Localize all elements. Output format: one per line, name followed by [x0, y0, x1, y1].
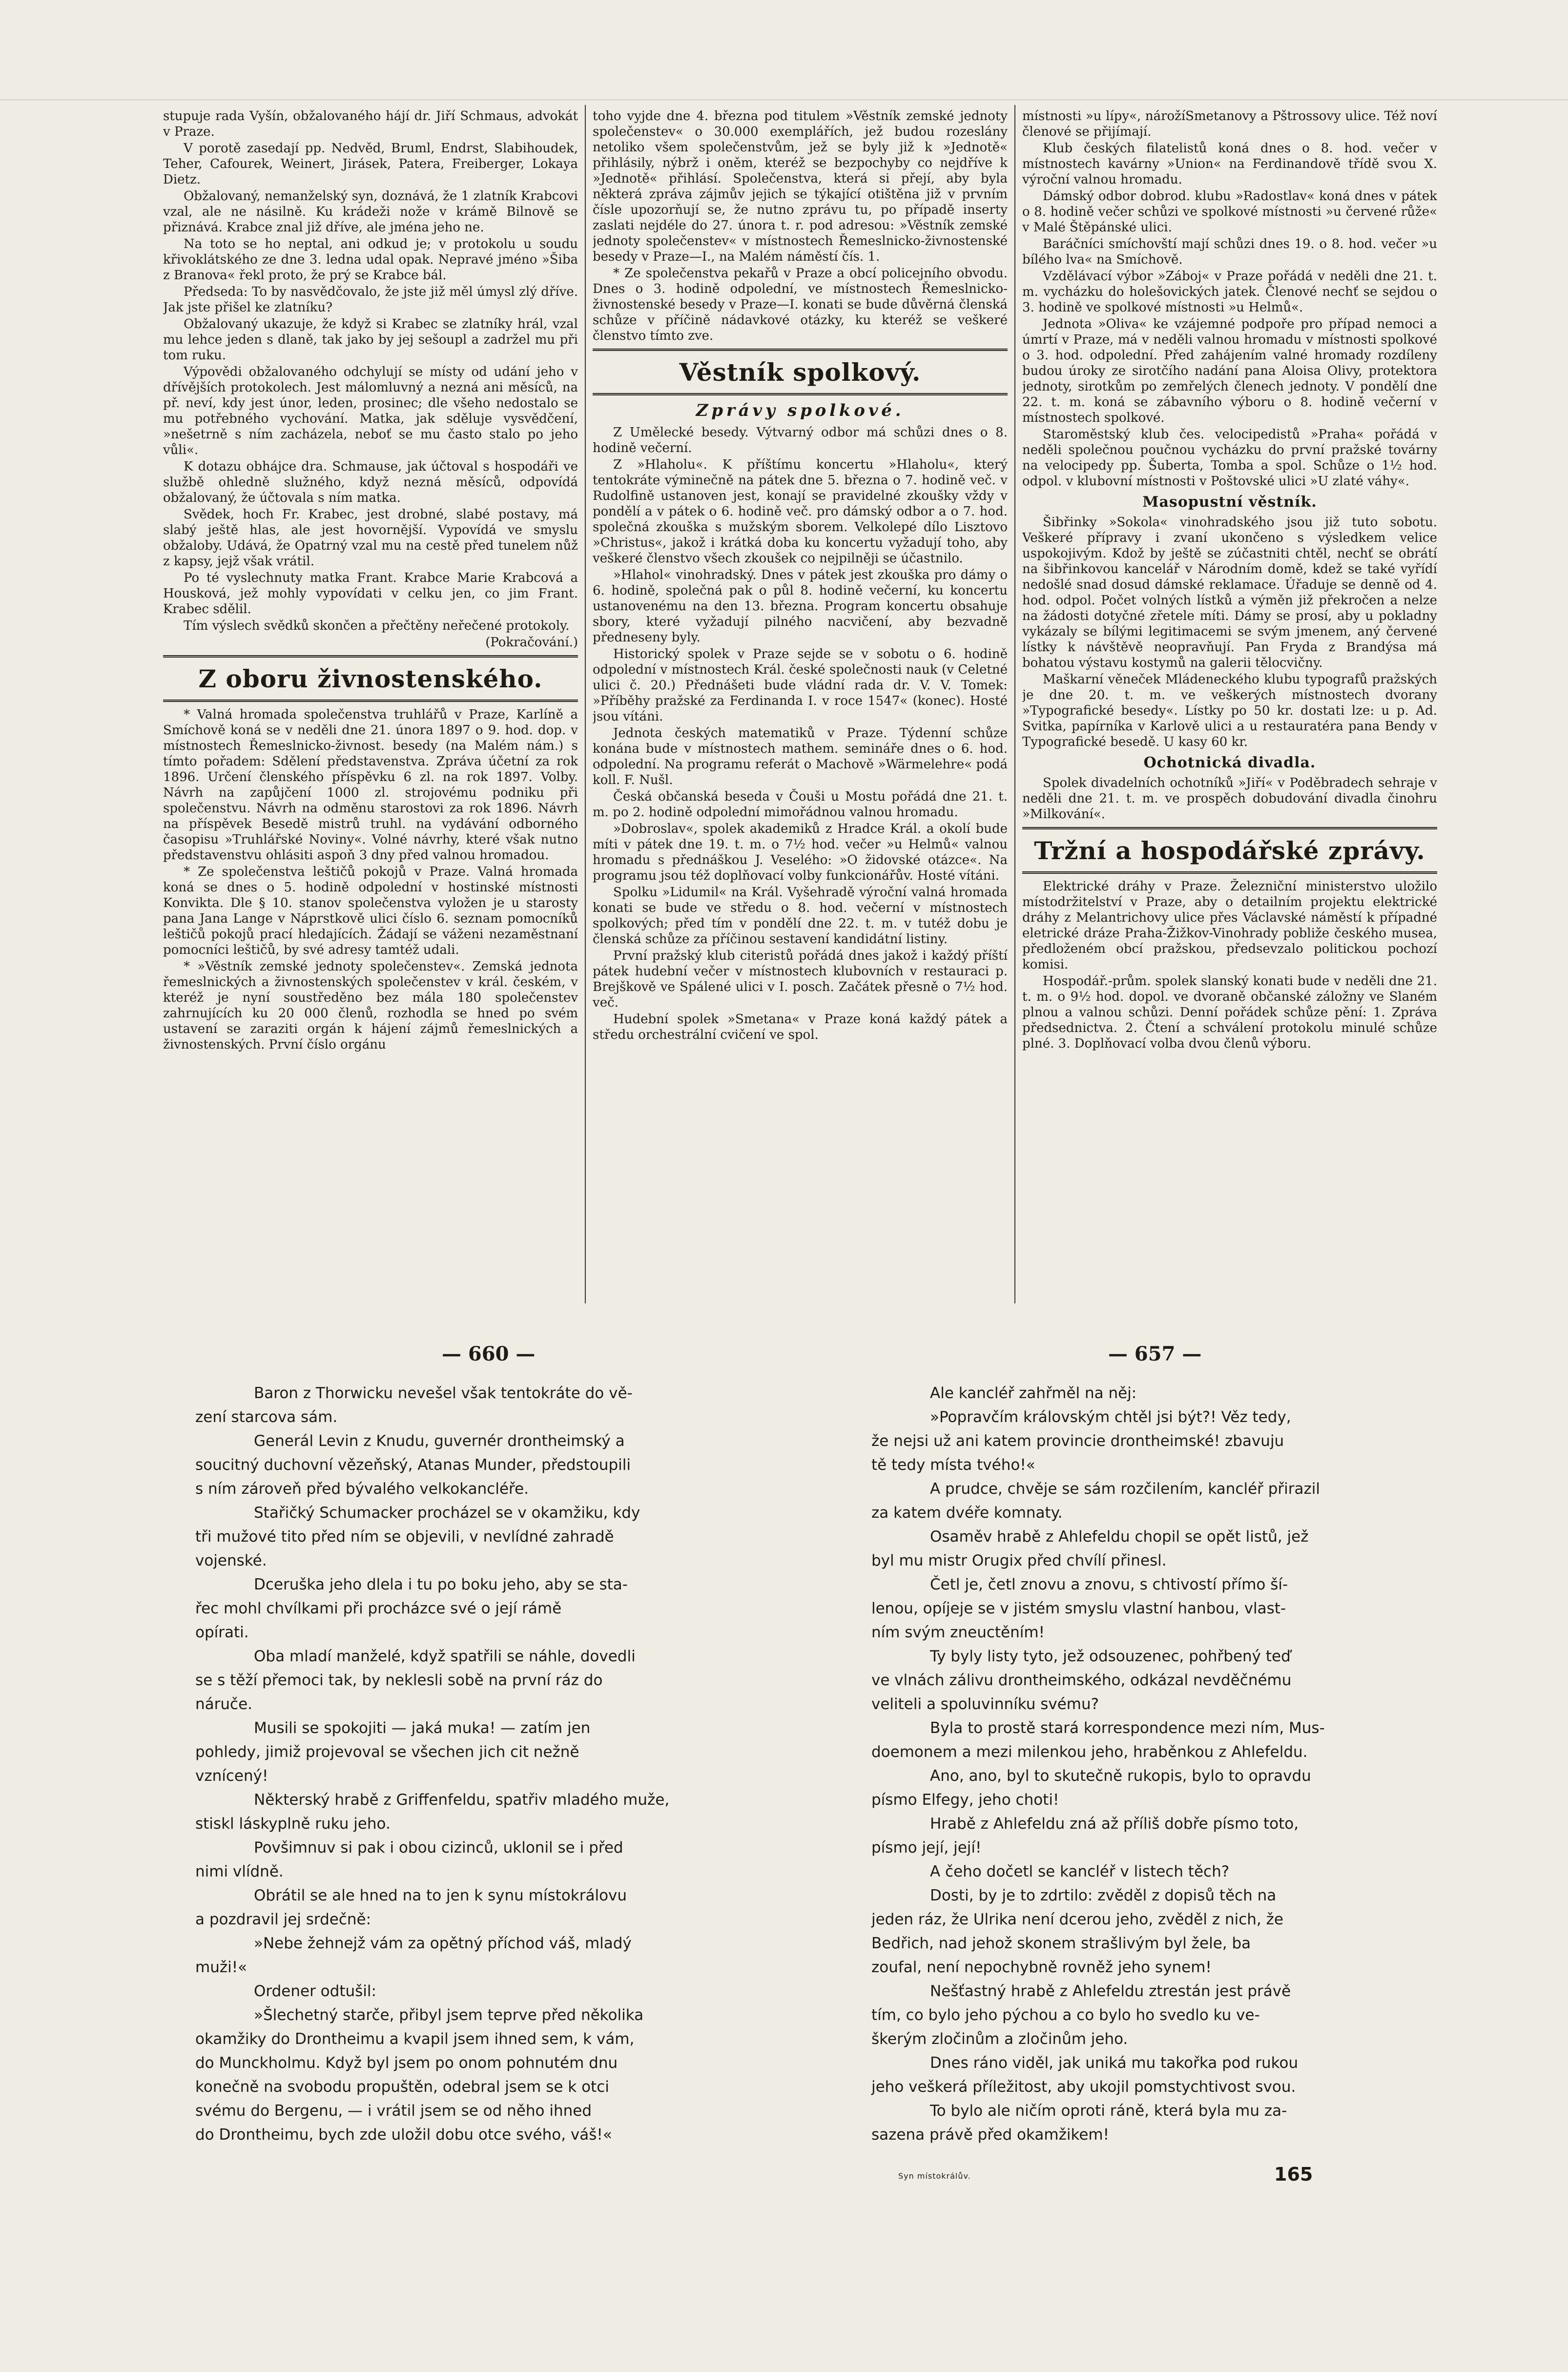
text-line: ním svým zneuctěním! — [871, 1624, 1045, 1641]
text-line: vojenské. — [195, 1552, 267, 1569]
text-line: Ale kancléř zahřměl na něj: — [930, 1384, 1137, 1402]
text-line: konečně na svobodu propuštěn, odebral jsem se k otci — [195, 2078, 609, 2096]
text-line: To bylo ale ničím oproti ráně, která byla mu za- — [930, 2102, 1287, 2120]
text-line: jeden ráz, že Ulrika není dcerou jeho, zvěděl z nich, že — [871, 1911, 1283, 1928]
text-line: opírati. — [195, 1624, 249, 1641]
page-number-left: — 660 — — [442, 1342, 536, 1365]
paragraph: Klub českých filatelistů koná dnes o 8. hod. večer v místnostech kavárny »Union« na Ferdinandově třídě svou X. výroční valnou hromadu. — [1022, 141, 1437, 187]
paragraph: Předseda: To by nasvědčovalo, že jste již měl úmysl zlý dříve. Jak jste přišel ke zlatníku? — [163, 285, 578, 315]
text-line: Baron z Thorwicku nevešel však tentokráte do vě- — [254, 1384, 633, 1402]
text-line: stiskl láskyplně ruku jeho. — [195, 1815, 391, 1833]
paragraph: stupuje rada Vyšín, obžalovaného hájí dr. Jiří Schmaus, advokát v Praze. — [163, 109, 578, 139]
text-line: vznícený! — [195, 1767, 268, 1785]
paragraph: Svědek, hoch Fr. Krabec, jest drobné, slabé postavy, má slabý ještě hlas, ale jest hovornější. Vypovídá ve smyslu obžaloby. Udává, že Opatrný vzal mu na cestě před tunelem nůž z kapsy, jejž však vrátil. — [163, 507, 578, 569]
text-line: Dosti, by je to zdrtilo: zvěděl z dopisů těch na — [930, 1887, 1277, 1904]
text-line: Dceruška jeho dlela i tu po boku jeho, aby se sta- — [254, 1576, 628, 1593]
paragraph: Dámský odbor dobrod. klubu »Radostlav« koná dnes v pátek o 8. hodině večer schůzi ve spolkové místnosti »u červené růže« v Malé Štěpánské ulici. — [1022, 189, 1437, 235]
text-line: do Drontheimu, bych zde uložil dobu otce svého, váš!« — [195, 2126, 612, 2144]
text-line: písmo Elfegy, jeho choti! — [871, 1791, 1059, 1809]
text-line: zoufal, není nepochybně rovněž jeho synem! — [871, 1959, 1212, 1976]
text-line: sazena právě před okamžikem! — [871, 2126, 1110, 2144]
paragraph: Historický spolek v Praze sejde se v sobotu o 6. hodině odpolední v místnostech Král. české společnosti nauk (v Celetné ulici č. 20.) Přednášeti bude vládní rada dr. V. V. Tomek: »Příběhy pražské za Ferdinanda I. v roce 1547« (konec). Hosté jsou vítáni. — [593, 647, 1008, 724]
section-rule — [1022, 871, 1437, 874]
text-line: Povšimnuv si pak i obou cizinců, uklonil se i před — [254, 1839, 623, 1856]
text-line: tím, co bylo jeho pýchou a co bylo ho svedlo ku ve- — [871, 2006, 1260, 2024]
section-heading: Z oboru živnostenského. — [198, 664, 543, 693]
text-line: A čeho dočetl se kancléř v listech těch? — [930, 1863, 1230, 1880]
text-line: za katem dvéře komnaty. — [871, 1504, 1063, 1522]
text-line: Ordener odtušil: — [254, 1982, 376, 2000]
page-number-right: — 657 — — [1108, 1342, 1202, 1365]
text-line: písmo její, její! — [871, 1839, 982, 1856]
paragraph: »Hlahol« vinohradský. Dnes v pátek jest zkouška pro dámy o 6. hodině, společná pak o půl 8. hodině večerní, ku koncertu ustanovenému na den 13. března. Program koncertu obsahuje sbory, které vyžadují pilného nacvičení, aby bezvadně předneseny byly. — [593, 568, 1008, 645]
section-rule — [593, 349, 1008, 351]
column-divider — [1014, 105, 1015, 1303]
text-line: Bedřich, nad jehož skonem strašlivým byl žele, ba — [871, 1935, 1251, 1952]
text-line: ve vlnách zálivu drontheimského, odkázal nevděčnému — [871, 1671, 1292, 1689]
text-line: okamžiky do Drontheimu a kvapil jsem ihned sem, k vám, — [195, 2030, 635, 2048]
text-line: veliteli a spoluvinníku svému? — [871, 1695, 1099, 1713]
book-page-number: 165 — [1274, 2164, 1313, 2185]
text-line: Hrabě z Ahlefeldu zná až příliš dobře písmo toto, — [930, 1815, 1299, 1833]
paragraph: Hospodář.-prům. spolek slanský konati bude v neděli dne 21. t. m. o 9½ hod. dopol. ve dvoraně občanské záložny ve Slaném plnou a valnou schůzi. Denní pořádek schůze pění: 1. Zpráva předsednictva. 2. Čtení a schválení protokolu minulé schůze plné. 3. Doplňovací volba dvou členů výboru. — [1022, 974, 1437, 1051]
text-line: muži!« — [195, 1959, 248, 1976]
text-line: řec mohl chvílkami při procházce své o její rámě — [195, 1600, 562, 1617]
text-line: Musili se spokojiti — jaká muka! — zatím jen — [254, 1719, 591, 1737]
text-line: Ty byly listy tyto, jež odsouzenec, pohřbený teď — [930, 1648, 1291, 1665]
text-line: Generál Levin z Knudu, guvernér drontheimský a — [254, 1432, 625, 1450]
text-line: Byla to prostě stará korrespondence mezi ním, Mus- — [930, 1719, 1325, 1737]
paragraph: Vzdělávací výbor »Záboj« v Praze pořádá v neděli dne 21. t. m. vycházku do holešovických jatek. Členové nechť se sejdou o 3. hodině ve spolkové místnosti »u Helmů«. — [1022, 269, 1437, 315]
text-line: »Nebe žehnejž vám za opětný příchod váš, mladý — [254, 1935, 632, 1952]
text-line: Dnes ráno viděl, jak uniká mu takořka pod rukou — [930, 2054, 1299, 2072]
text-line: soucitný duchovní vězeňský, Atanas Munder, předstoupili — [195, 1456, 631, 1474]
paragraph: V porotě zasedají pp. Nedvěd, Bruml, Endrst, Slabihoudek, Teher, Cafourek, Weinert, Jirásek, Patera, Freiberger, Lokaya Dietz. — [163, 141, 578, 187]
text-line: že nejsi už ani katem provincie drontheimské! zbavuju — [871, 1432, 1284, 1450]
text-line: do Munckholmu. Když byl jsem po onom pohnutém dnu — [195, 2054, 618, 2072]
paragraph: »Dobroslav«, spolek akademiků z Hradce Král. a okolí bude míti v pátek dne 19. t. m. o 7½ hod. večer »u Helmů« valnou hromadu s přednáškou J. Veselého: »O židovské otázce«. Na programu jsou též doplňovací volby funkcionářův. Hosté vítáni. — [593, 822, 1008, 883]
column-middle — [593, 108, 1008, 1309]
text-line: Obrátil se ale hned na to jen k synu místokrálovu — [254, 1887, 627, 1904]
text-line: doemonem a mezi milenkou jeho, hraběnkou z Ahlefeldu. — [871, 1743, 1308, 1761]
text-line: nimi vlídně. — [195, 1863, 284, 1880]
text-line: Četl je, četl znovu a znovu, s chtivostí přímo ší- — [930, 1576, 1288, 1593]
text-line: tě tedy místa tvého!« — [871, 1456, 1035, 1474]
text-line: Stařičký Schumacker procházel se v okamžiku, kdy — [254, 1504, 640, 1522]
text-line: s ním zároveň před bývalého velkokancléře. — [195, 1480, 529, 1498]
paragraph: Obžalovaný, nemanželský syn, doznává, že 1 zlatník Krabcovi vzal, ale ne násilně. Ku krádeži nože v krámě Bilnově se přiznává. Krabce znal již dříve, ale jména jeho ne. — [163, 189, 578, 235]
section-rule — [163, 655, 578, 658]
text-line: Nešťastný hrabě z Ahlefeldu ztrestán jest právě — [930, 1982, 1291, 2000]
paragraph: * »Věstník zemské jednoty společenstev«. Zemská jednota řemeslnických a živnostenských společenstev v král. českém, v kteréž je nyní soustředěno bez mála 180 společenstev zahrnujících ku 20 000 členů, rozhodla se hned po svém ustavení se zaraziti orgán k hájení zájmů řemeslnických a živnostenských. První číslo orgánu — [163, 959, 578, 1052]
text-line: zení starcova sám. — [195, 1408, 338, 1426]
column-divider — [585, 105, 586, 1303]
text-line: se s těží přemoci tak, by neklesli sobě na první ráz do — [195, 1671, 603, 1689]
section-rule — [163, 700, 578, 702]
paragraph: Česká občanská beseda v Čouši u Mostu pořádá dne 21. t. m. po 2. hodině odpolední mimořádnou valnou hromadu. — [593, 789, 1008, 820]
text-line: A prudce, chvěje se sám rozčilením, kancléř přirazil — [930, 1480, 1320, 1498]
feuilleton-right — [871, 1382, 1389, 2163]
column-right — [1022, 108, 1437, 1309]
text-line: »Šlechetný starče, přibyl jsem teprve před několika — [254, 2006, 644, 2024]
section-heading: Tržní a hospodářské zprávy. — [1034, 836, 1425, 865]
paragraph: Spolku »Lidumil« na Král. Vyšehradě výroční valná hromada konati se bude ve středu o 8. hod. večerní v místnostech spolkových; před tím v pondělí dne 22. t. m. v tutéž dobu je členská schůze za příčinou sestavení kandidátní listiny. — [593, 885, 1008, 947]
book-title-footer: Syn místokrálův. — [898, 2171, 971, 2181]
paragraph: Jednota českých matematiků v Praze. Týdenní schůze konána bude v místnostech mathem. semináře dnes o 6. hod. odpolední. Na programu referát o Machově »Wärmelehre« podá koll. F. Nušl. — [593, 726, 1008, 787]
paragraph: Staroměstský klub čes. velocipedistů »Praha« pořádá v neděli společnou poučnou vycházku do první pražské továrny na velocipedy pp. Šuberta, Tomba a spol. Schůze o 1½ hod. odpol. v klubovní místnosti v Poštovské ulici »U zlaté váhy«. — [1022, 427, 1437, 489]
paragraph: Baráčníci smíchovští mají schůzi dnes 19. o 8. hod. večer »u bílého lva« na Smíchově. — [1022, 237, 1437, 267]
text-line: Některský hrabě z Griffenfeldu, spatřiv mladého muže, — [254, 1791, 670, 1809]
paragraph: Jednota »Oliva« ke vzájemné podpoře pro případ nemoci a úmrtí v Praze, má v neděli valnou hromadu v místnosti spolkové o 3. hod. odpolední. Před zahájením valné hromady rozdíleny budou úroky ze sirotčího nadání pana Aloisa Olivy, protektora jednoty, sirotkům po zemřelých členech jednoty. V pondělí dne 22. t. m. koná se zábavního výboru o 8. hodině večerní v místnostech spolkové. — [1022, 317, 1437, 425]
subsection-heading: Masopustní věstník. — [1142, 494, 1317, 511]
paragraph: První pražský klub citeristů pořádá dnes jakož i každý příští pátek hudební večer v místnostech klubovních v restauraci p. Brejškově ve Spálené ulici v I. posch. Začátek přesně o 7½ hod. več. — [593, 949, 1008, 1010]
paragraph: Maškarní věneček Mládeneckého klubu typografů pražských je dne 20. t. m. ve veškerých místnostech dvorany »Typografické besedy«. Lístky po 50 kr. dostati lze: u p. Ad. Svitka, papírníka v Karlově ulici a u restauratéra pana Bendy v Typografické besedě. U kasy 60 kr. — [1022, 672, 1437, 749]
text-line: byl mu mistr Orugix před chvílí přinesl. — [871, 1552, 1167, 1569]
text-line: škerým zločinům a zločinům jeho. — [871, 2030, 1128, 2048]
subsection-heading: Ochotnická divadla. — [1143, 754, 1316, 771]
paragraph: Obžalovaný ukazuje, že když si Krabec se zlatníky hrál, vzal mu lehce jeden s dlaně, tak jako by jej sešoupl a zadržel mu při tom ruku. — [163, 317, 578, 363]
text-line: náruče. — [195, 1695, 253, 1713]
feuilleton-left — [195, 1382, 713, 2143]
paragraph: * Ze společenstva leštičů pokojů v Praze. Valná hromada koná se dnes o 5. hodině odpolední v hostinské místnosti Konvikta. Dle § 10. stanov společenstva vyložen je u starosty pana Jana Lange v Náprstkově ulici číslo 6. seznam pomocníků leštičů pokojů prací hledajících. Žádají se váženi nezaměstnaní pomocníci leštičů, by své adresy tamtéž udali. — [163, 865, 578, 957]
paragraph: Z Umělecké besedy. Výtvarný odbor má schůzi dnes o 8. hodině večerní. — [593, 425, 1008, 455]
paragraph: Po té vyslechnuty matka Frant. Krabce Marie Krabcová a Housková, jež mohly vypovídati v celku jen, co jim Frant. Krabec sdělil. — [163, 571, 578, 617]
text-line: pohledy, jimiž projevoval se všechen jich cit nežně — [195, 1743, 579, 1761]
text-line: svému do Bergenu, — i vrátil jsem se od něho ihned — [195, 2102, 592, 2120]
subsection-heading: Zprávy spolkové. — [696, 401, 905, 420]
text-line: jeho veškerá příležitost, aby ukojil pomstychtivost svou. — [871, 2078, 1296, 2096]
text-line: Osaměv hrabě z Ahlefeldu chopil se opět listů, jež — [930, 1528, 1309, 1546]
text-line: a pozdravil jej srdečně: — [195, 1911, 371, 1928]
paragraph: * Valná hromada společenstva truhlářů v Praze, Karlíně a Smíchově koná se v neděli dne 21. února 1897 o 9. hod. dop. v místnostech Řemeslnicko-živnost. besedy (na Malém nám.) s tímto pořadem: Sdělení představenstva. Zpráva účetní za rok 1896. Určení členského příspěvku 6 zl. na rok 1897. Volby. Návrh na zapůjčení 1000 zl. strojovému podniku při společenstvu. Návrh na odměnu starostovi za rok 1896. Návrh na příspěvek Besedě mistrů truhl. na vydávání odborného časopisu »Truhlářské Noviny«. Volné návrhy, které však nutno představenstvu ohlásiti aspoň 3 dny před valnou hromadou. — [163, 707, 578, 863]
section-rule — [1022, 827, 1437, 829]
column-left — [163, 108, 578, 1309]
paragraph: toho vyjde dne 4. března pod titulem »Věstník zemské jednoty společenstev« o 30.000 exemplářích, jež budou rozeslány netoliko všem společenstvům, jež se byly již k »Jednotě« přihlásily, nýbrž i oněm, kteréž se bezpochyby co nejdříve k »Jednotě« přihlásí. Společenstva, která si přejí, aby byla některá zpráva zájmův jejich se týkající otištěna již v prvním čísle upozorňují se, že nutno zprávu tu, po případě inserty zaslati nejdéle do 27. února t. r. pod adresou: »Věstník zemské jednoty společenstev« v místnostech Řemeslnicko-živnostenské besedy v Praze—I., na Malém náměstí čís. 1. — [593, 109, 1008, 264]
paragraph: Elektrické dráhy v Praze. Železniční ministerstvo uložilo místodržitelství v Praze, aby o detailním projektu elektrické dráhy z Melantrichovy ulice přes Václavské náměstí k případné eletrické dráze Praha-Žižkov-Vinohrady pobliže českého musea, předloženém obcí pražskou, předsevzalo politickou pochozí komisi. — [1022, 879, 1437, 972]
paragraph: Hudební spolek »Smetana« v Praze koná každý pátek a středu orchestrální cvičení ve spol. — [593, 1012, 1008, 1042]
paragraph: * Ze společenstva pekařů v Praze a obcí policejního obvodu. Dnes o 3. hodině odpolední, ve místnostech Řemeslnicko-živnostenské besedy v Praze—I. konati se bude důvěrná členská schůze v příčině nádavkové otázky, ku kteréž se veškeré členstvo tímto zve. — [593, 266, 1008, 343]
section-heading: Věstník spolkový. — [679, 358, 921, 387]
paragraph: Spolek divadelních ochotníků »Jiří« v Poděbradech sehraje v neděli dne 21. t. m. ve prospěch dobudování divadla činohru »Milkování«. — [1022, 776, 1437, 822]
paragraph: Na toto se ho neptal, ani odkud je; v protokolu u soudu křivoklátského ze dne 3. ledna udal opak. Nepravé jméno »Šiba z Branova« řekl proto, že prý se Krabce bál. — [163, 237, 578, 283]
text-line: »Popravčím královským chtěl jsi být?! Věz tedy, — [930, 1408, 1291, 1426]
paragraph: Šibřinky »Sokola« vinohradského jsou již tuto sobotu. Veškeré přípravy i zvaní ukončeno s výsledkem velice uspokojivým. Kdož by ještě se zúčastniti chtěl, nechť se obrátí na šibřinkovou kancelář v Národním domě, kdež se také vyřídí nedošlé snad dosud dámské reklamace. Úřaduje se denně od 4. hod. odpol. Počet volných lístků a výměn již překročen a nelze na žádosti dotyčné zřetele míti. Dámy se prosí, aby u pokladny vykázaly se bílými legitimacemi se svým jmenem, aný červené lístky k návštěvě neopravňují. Pan Fryda z Brandýsa má bohatou výstavu kostymů na galerii tělocvičny. — [1022, 515, 1437, 670]
paragraph: Výpovědi obžalovaného odchylují se místy od udání jeho v dřívějších protokolech. Jest málomluvný a nezná ani měsíců, na př. neví, kdy jest únor, leden, prosinec; dle všeho nedostalo se mu potřebného vychování. Matka, jak sděluje vysvědčení, »nešetrně s ním zacházela, neboť se mu často stalo po jeho vůli«. — [163, 365, 578, 457]
section-rule — [593, 393, 1008, 395]
text-line: tři mužové tito před ním se objevili, v nevlídné zahradě — [195, 1528, 614, 1546]
paragraph: K dotazu obhájce dra. Schmause, jak účtoval s hospodáři ve službě ohledně služného, když nezná měsíců, odpovídá obžalovaný, že účtovala s ním matka. — [163, 459, 578, 505]
paragraph: Z »Hlaholu«. K příštímu koncertu »Hlaholu«, který tentokráte výminečně na pátek dne 5. března o 7. hodině več. v Rudolfině ustanoven jest, konají se pravidelné zkoušky vždy v pondělí a v pátek o 6. hodině več. pro dámský odbor a o 7. hod. společná zkouška s mužským sborem. Velkolepé dílo Lisztovo »Christus«, jakož i krátká doba ku koncertu vyžadují toho, aby veškeré členstvo všech zkoušek co nejpilněji se účastnilo. — [593, 457, 1008, 566]
text-line: Ano, ano, byl to skutečně rukopis, bylo to opravdu — [930, 1767, 1311, 1785]
paragraph: místnosti »u lípy«, nárožíSmetanovy a Pštrossovy ulice. Též noví členové se přijímají. — [1022, 109, 1437, 139]
text-line: lenou, opíjeje se v jistém smyslu vlastní hanbou, vlast- — [871, 1600, 1286, 1617]
text-line: Oba mladí manželé, když spatřili se náhle, dovedli — [254, 1648, 636, 1665]
continuation-note: (Pokračování.) — [485, 635, 578, 650]
paragraph: Tím výslech svědků skončen a přečtěny neřečené protokoly. — [184, 619, 570, 633]
